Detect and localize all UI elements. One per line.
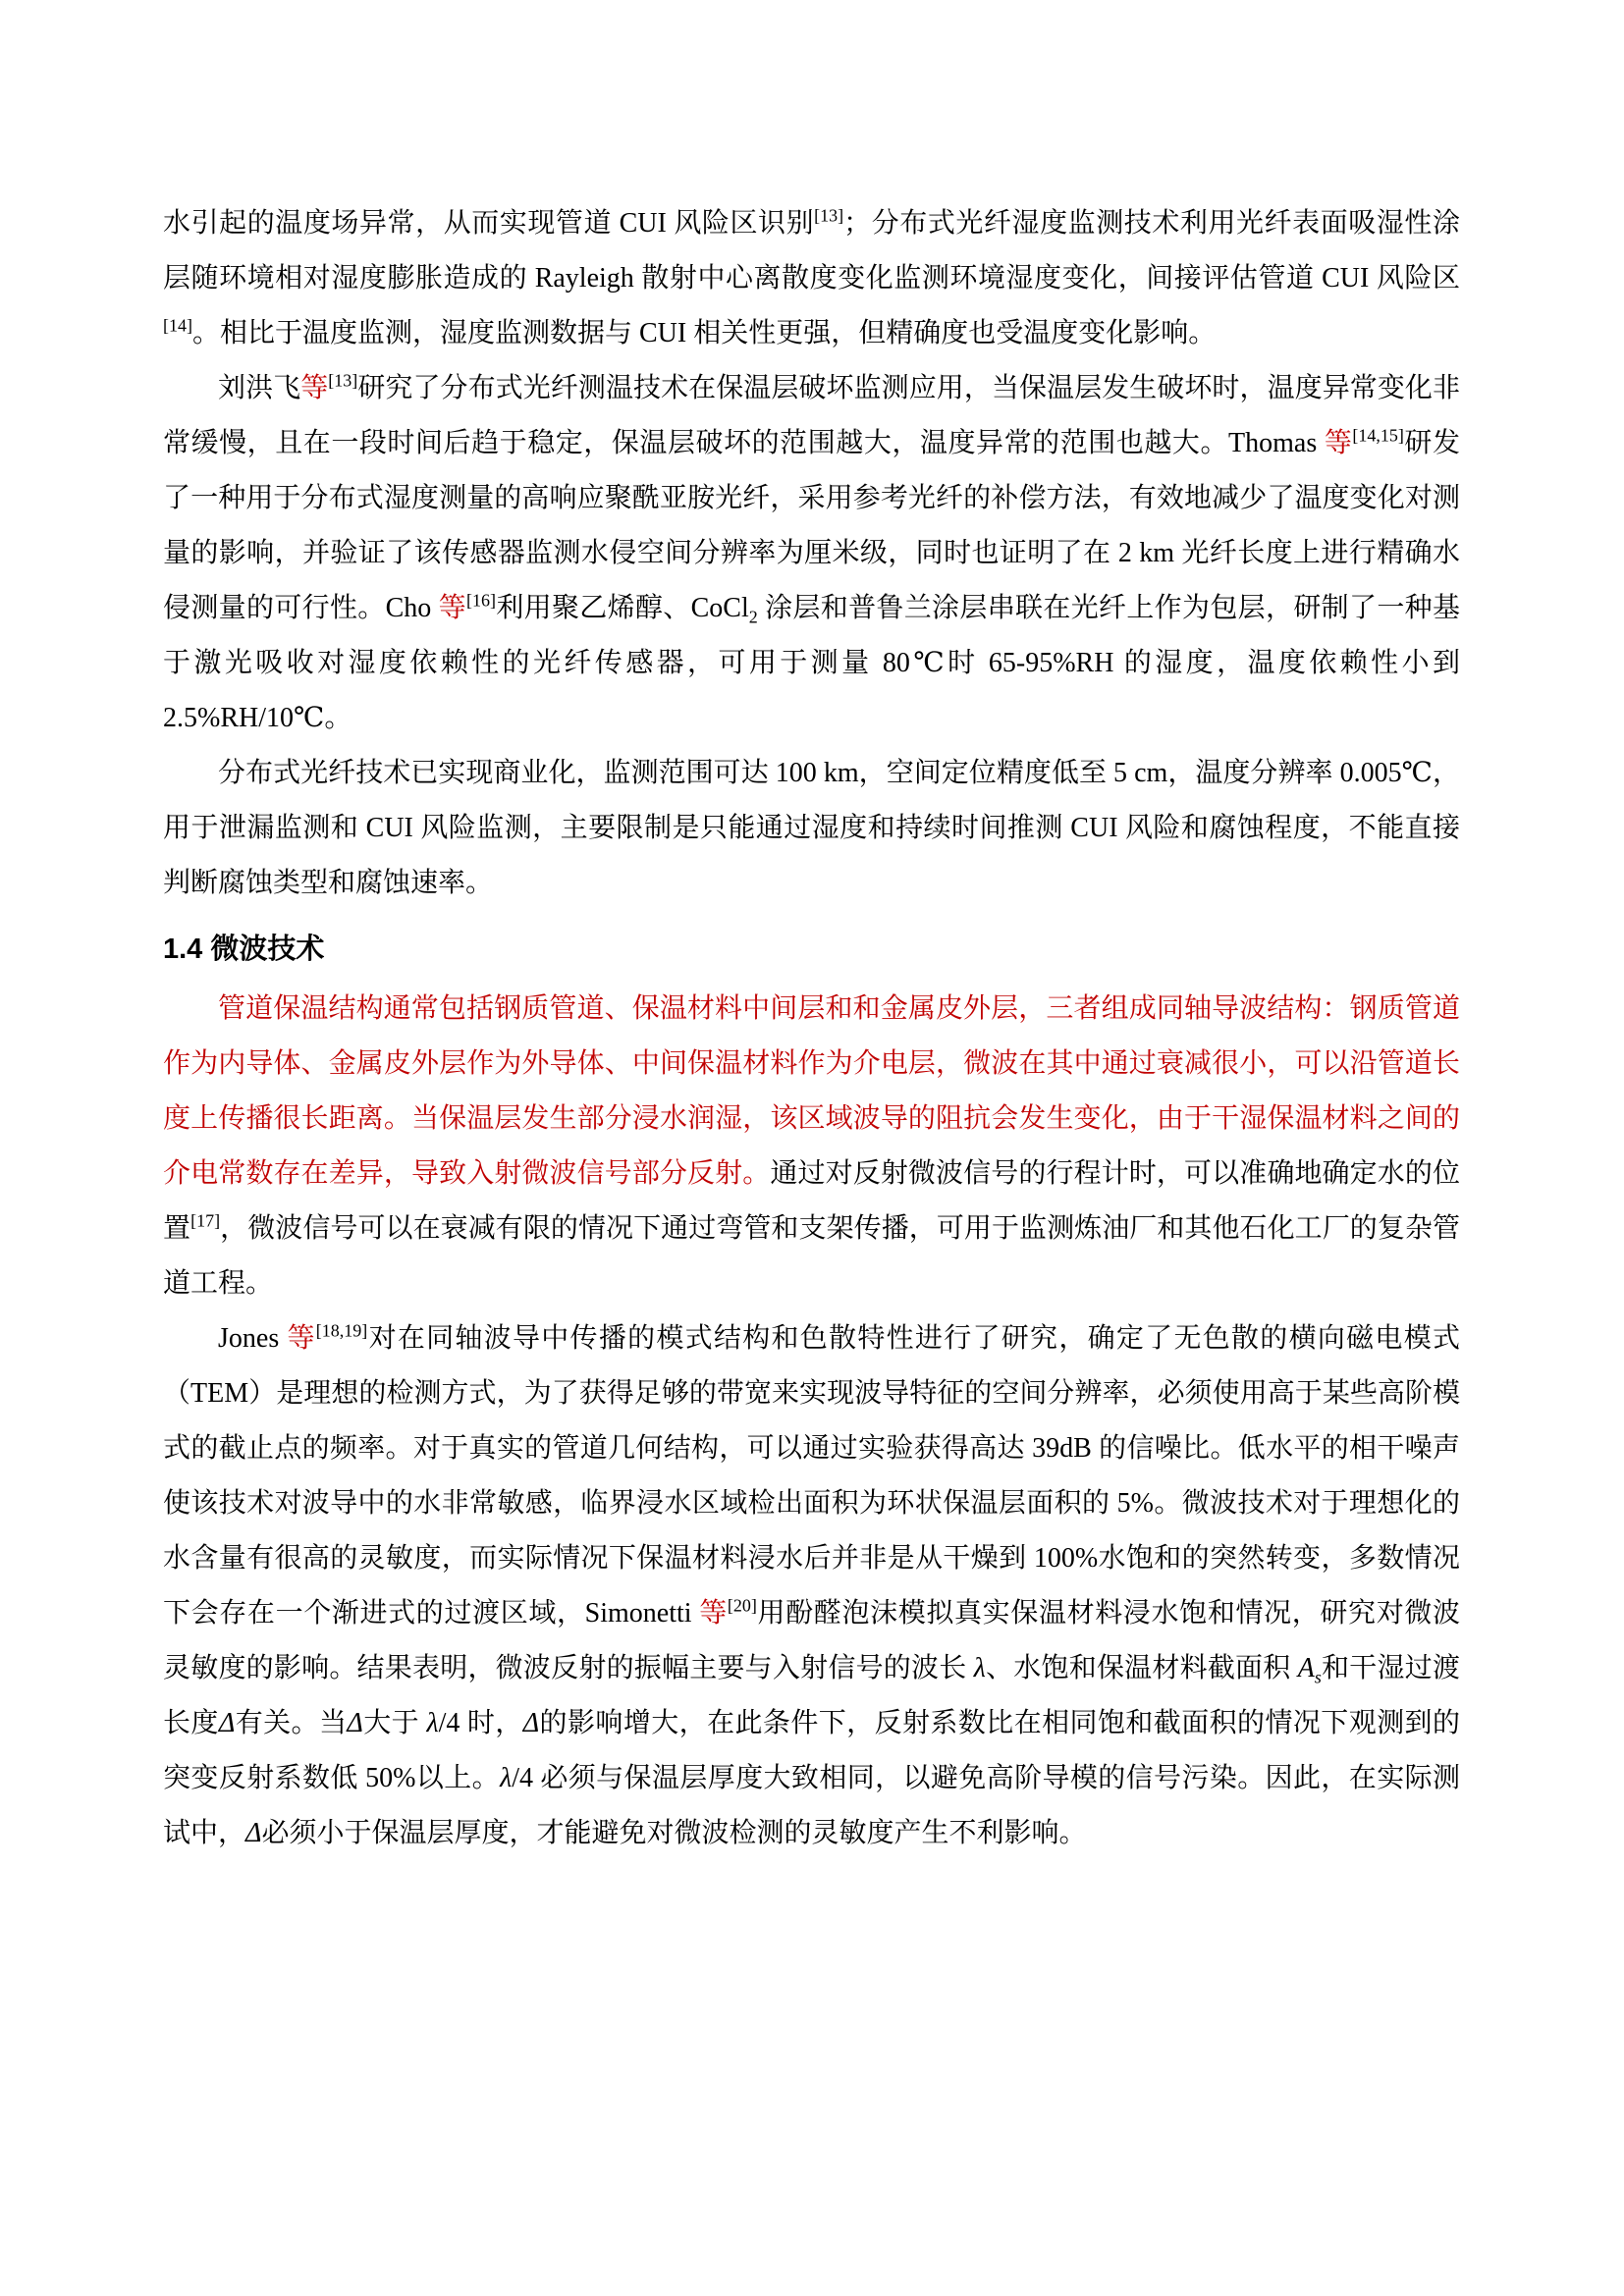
etal-red-run: 等: [287, 1323, 316, 1355]
text-run: 和干湿过渡长度: [163, 1653, 1460, 1739]
citation-superscript: [17]: [190, 1211, 221, 1232]
section-heading-microwave: 1.4 微波技术: [163, 934, 325, 965]
delta-variable: Δ: [218, 1708, 236, 1739]
text-run: 刘洪飞: [218, 373, 301, 403]
text-run: ；分布式光纤湿度监测技术利用光纤表面吸湿性涂层随环境相对湿度膨胀造成的 Rayleigh 散射中心离散度变化监测环境湿度变化，间接评估管道 CUI 风险区: [163, 208, 1460, 294]
text-run: 必须小于保温层厚度，才能避免对微波检测的灵敏度产生不利影响。: [261, 1818, 1087, 1849]
lambda-variable: λ: [500, 1763, 513, 1794]
citation-superscript: [16]: [465, 590, 496, 611]
text-run: 通过对反射微波信号的行程计时，可以准确地确定水的位置: [163, 1158, 1460, 1245]
paragraph-coaxial-waveguide: [163, 982, 1460, 1311]
text-run: 有关。当: [235, 1708, 348, 1739]
lambda-variable: λ: [426, 1708, 439, 1739]
paragraph-fiber-temperature-studies: [163, 361, 1460, 746]
text-run: 水引起的温度场异常，从而实现管道 CUI 风险区识别: [163, 208, 815, 239]
text-run: 、水饱和保温材料截面积: [985, 1653, 1298, 1684]
delta-variable: Δ: [347, 1708, 363, 1739]
text-run: 利用聚乙烯醇、CoCl: [495, 593, 749, 623]
red-text-run: 管道保温结构通常包括钢质管道、保温材料中间层和和金属皮外层，三者组成同轴导波结构：钢质管道作为内导体、金属皮外层作为外导体、中间保温材料作为介电层，微波在其中通过衰减很小，可以沿管道长度上传播很长距离。当保温层发生部分浸水润湿，该区域波导的阻抗会发生变化，由于干湿保温材料之间的介电常数存在差异，导致入射微波信号部分反射。: [163, 993, 1460, 1190]
area-variable-subscript: s: [1314, 1667, 1322, 1687]
etal-red-run: 等: [1324, 428, 1353, 458]
citation-superscript: [13]: [328, 370, 358, 391]
text-run: 分布式光纤技术已实现商业化，监测范围可达 100 km，空间定位精度低至 5 cm，温度分辨率 0.005℃，用于泄漏监测和 CUI 风险监测，主要限制是只能通过湿度和持续时间推测 CUI 风险和腐蚀程度，不能直接判断腐蚀类型和腐蚀速率。: [163, 758, 1460, 898]
citation-superscript: [14]: [163, 315, 192, 336]
paragraph-fiber-commercialization: [163, 746, 1460, 911]
text-run: 用酚醛泡沫模拟真实保温材料浸水饱和情况，研究对微波灵敏度的影响。结果表明，微波反射的振幅主要与入射信号的波长: [163, 1598, 1460, 1684]
delta-variable: Δ: [245, 1818, 262, 1849]
text-run: 大于: [362, 1708, 427, 1739]
area-variable: A: [1297, 1653, 1315, 1684]
text-run: /4 时，: [438, 1708, 523, 1739]
etal-red-run: 等: [699, 1598, 728, 1629]
citation-superscript: [18,19]: [315, 1321, 368, 1342]
text-run: Jones: [218, 1323, 288, 1355]
text-run: 的影响增大，在此条件下，反射系数比在相同饱和截面积的情况下观测到的突变反射系数低 50%以上。: [163, 1708, 1460, 1794]
text-run: /4 必须与保温层厚度大致相同，以避免高阶导模的信号污染。因此，在实际测试中，: [163, 1763, 1460, 1849]
lambda-variable: λ: [973, 1653, 986, 1684]
etal-red-run: 等: [300, 373, 329, 403]
text-run: 。相比于温度监测，湿度监测数据与 CUI 相关性更强，但精确度也受温度变化影响。: [192, 318, 1217, 348]
text-run: ，微波信号可以在衰减有限的情况下通过弯管和支架传播，可用于监测炼油厂和其他石化工厂的复杂管道工程。: [163, 1213, 1460, 1300]
citation-superscript: [20]: [727, 1596, 757, 1617]
etal-red-run: 等: [438, 593, 466, 623]
text-run: 研究了分布式光纤测温技术在保温层破坏监测应用，当保温层发生破坏时，温度异常变化非常缓慢，且在一段时间后趋于稳定，保温层破坏的范围越大，温度异常的范围也越大。Thomas: [163, 373, 1460, 458]
paragraph-humidity-monitoring: [163, 196, 1460, 361]
delta-variable: Δ: [522, 1708, 540, 1739]
chemical-subscript: 2: [748, 607, 758, 627]
text-run: 对在同轴波导中传播的模式结构和色散特性进行了研究，确定了无色散的横向磁电模式（TEM）是理想的检测方式，为了获得足够的带宽来实现波导特征的空间分辨率，必须使用高于某些高阶模式的截止点的频率。对于真实的管道几何结构，可以通过实验获得高达 39dB 的信噪比。低水平的相干噪声使该技术对波导中的水非常敏感，临界浸水区域检出面积为环状保温层面积的 5%。微波技术对于理想化的水含量有很高的灵敏度，而实际情况下保温材料浸水后并非是从干燥到 100%水饱和的突然转变，多数情况下会存在一个渐进式的过渡区域，Simonetti: [163, 1323, 1460, 1629]
text-run: 研发了一种用于分布式湿度测量的高响应聚酰亚胺光纤，采用参考光纤的补偿方法，有效地减少了温度变化对测量的影响，并验证了该传感器监测水侵空间分辨率为厘米级，同时也证明了在 2 km 光纤长度上进行精确水侵测量的可行性。Cho: [163, 428, 1460, 623]
paragraph-jones-simonetti-study: [163, 1311, 1460, 1861]
citation-superscript: [13]: [814, 205, 844, 226]
citation-superscript: [14,15]: [1352, 425, 1404, 446]
text-run: 涂层和普鲁兰涂层串联在光纤上作为包层，研制了一种基于激光吸收对湿度依赖性的光纤传感器，可用于测量 80℃时 65-95%RH 的湿度，温度依赖性小到 2.5%RH/10℃。: [163, 593, 1460, 733]
